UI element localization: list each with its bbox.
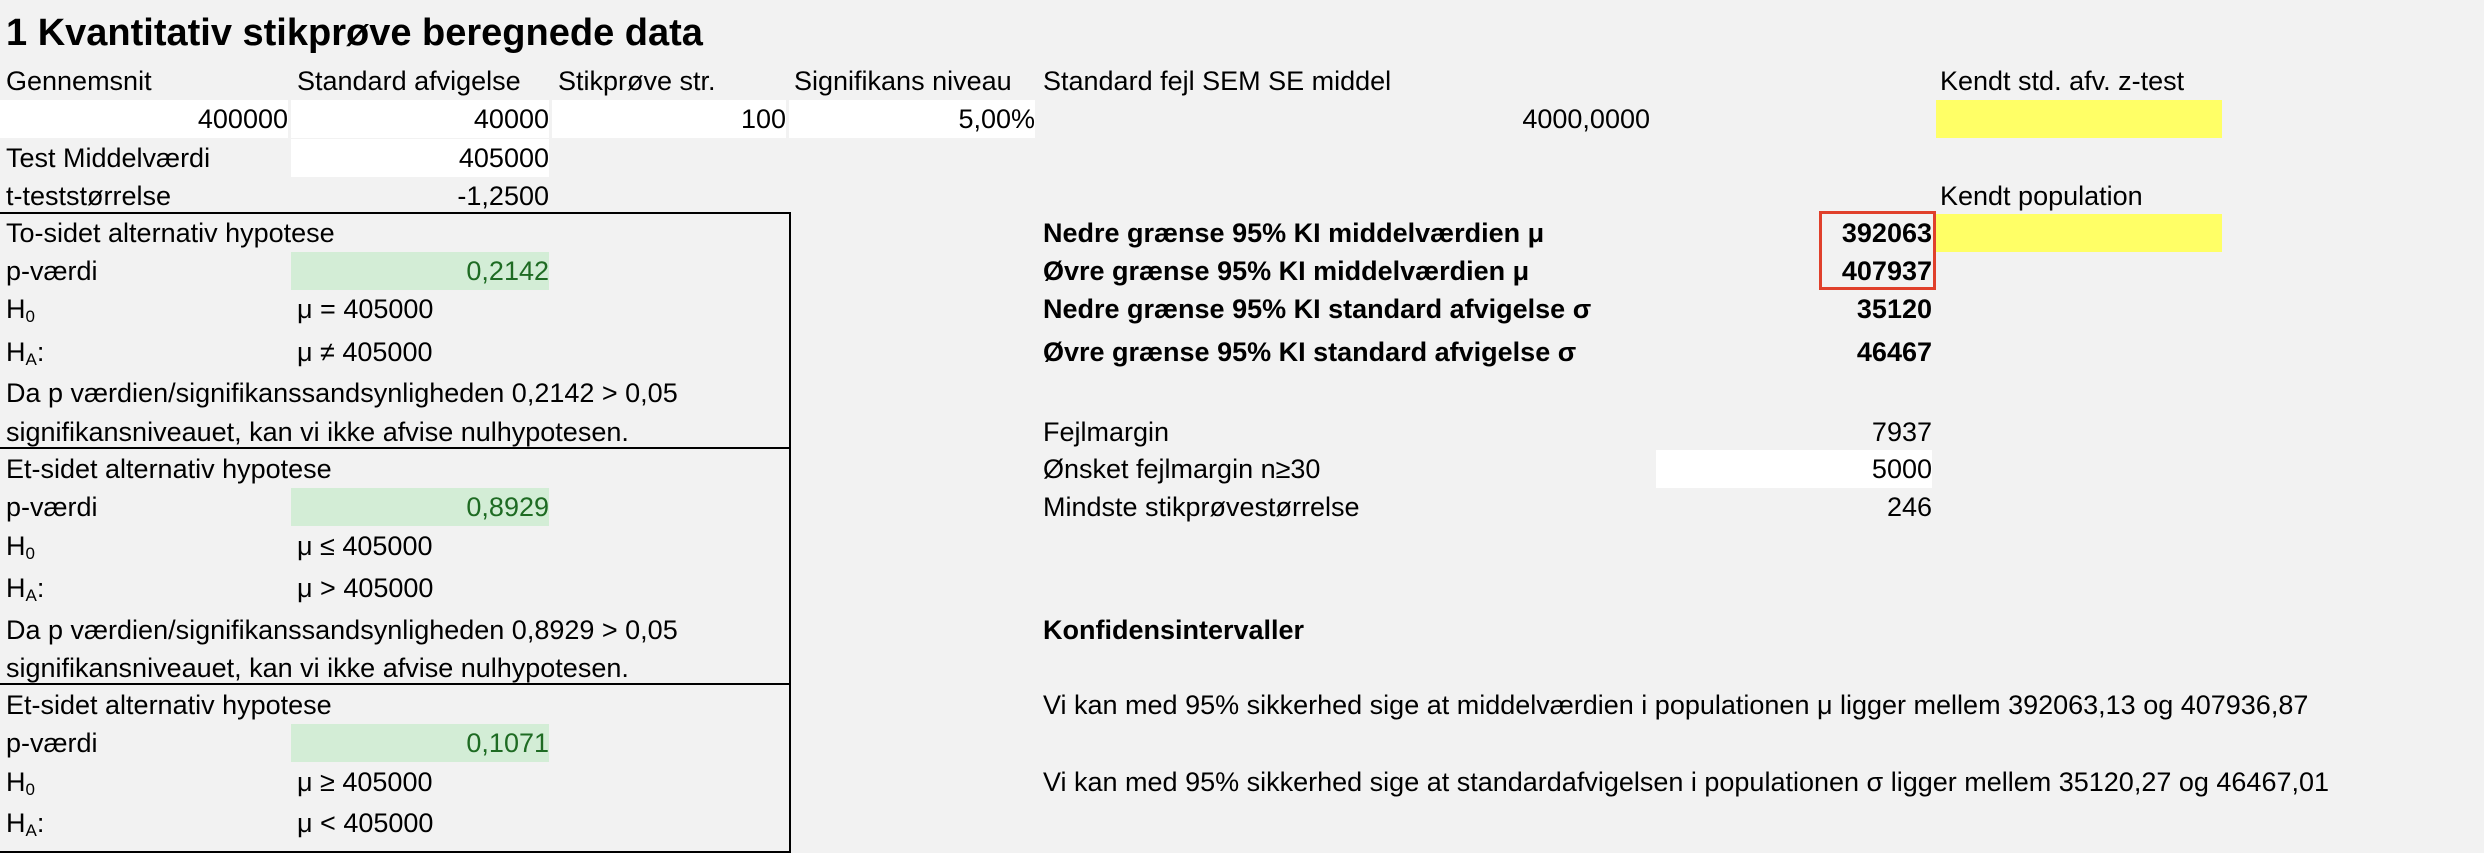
test-mean-label: Test Middelværdi	[6, 143, 211, 173]
ci-lower-sd-cell[interactable]	[1656, 290, 1932, 328]
sheet-title: 1 Kvantitativ stikprøve beregnede data	[6, 12, 703, 54]
ci-lower-sd-label: Nedre grænse 95% KI standard afvigelse σ	[1043, 294, 1592, 324]
one-sided-left-p-cell[interactable]	[291, 724, 549, 762]
two-sided-title: To-sidet alternativ hypotese	[6, 218, 335, 248]
cell-t-value[interactable]	[291, 177, 549, 215]
std-value: 40000	[473, 104, 549, 134]
header-alpha[interactable]: Signifikans niveau	[794, 66, 1012, 96]
desired-margin-label: Ønsket fejlmargin n≥30	[1043, 454, 1321, 484]
one-sided-left-h0[interactable]: μ ≥ 405000	[297, 767, 433, 797]
header-mean[interactable]: Gennemsnit	[6, 66, 152, 96]
two-sided-h0-label: $H_0$	[6, 294, 35, 326]
header-known-std[interactable]: Kendt std. afv. z-test	[1940, 66, 2185, 96]
ci-upper-sd-value: 46467	[1856, 337, 1932, 367]
cell-alpha-value[interactable]	[789, 100, 1035, 138]
one-sided-right-title: Et-sidet alternativ hypotese	[6, 454, 332, 484]
cell-known-std-input[interactable]	[1936, 100, 2222, 138]
alpha-value: 5,00%	[958, 104, 1035, 134]
one-sided-left-ha-label: $H_A$:	[6, 808, 45, 840]
min-sample-size-cell[interactable]	[1656, 488, 1932, 526]
min-sample-size-label: Mindste stikprøvestørrelse	[1043, 492, 1360, 522]
header-std[interactable]: Standard afvigelse	[297, 66, 521, 96]
header-n[interactable]: Stikprøve str.	[558, 66, 716, 96]
one-sided-right-conclusion-2[interactable]: signifikansniveauet, kan vi ikke afvise nulhypotesen.	[6, 653, 629, 683]
ci-lower-mean-value: 392063	[1841, 218, 1932, 248]
desired-margin-value: 5000	[1871, 454, 1932, 484]
t-label: t-teststørrelse	[6, 181, 172, 211]
desired-margin-cell[interactable]	[1656, 450, 1932, 488]
one-sided-right-h0[interactable]: μ ≤ 405000	[297, 531, 433, 561]
highlight-box	[1819, 211, 1936, 290]
one-sided-left-p-value: 0,1071	[466, 728, 549, 758]
conf-mean-sentence[interactable]: Vi kan med 95% sikkerhed sige at middelværdien i populationen μ ligger mellem 392063,13 og 407936,87	[1043, 690, 2309, 720]
ci-lower-sd-value: 35120	[1856, 294, 1932, 324]
ci-upper-sd-label: Øvre grænse 95% KI standard afvigelse σ	[1043, 337, 1577, 367]
test-mean-value: 405000	[458, 143, 549, 173]
one-sided-right-ha[interactable]: μ > 405000	[297, 573, 434, 603]
one-sided-right-p-value: 0,8929	[466, 492, 549, 522]
conf-sd-sentence[interactable]: Vi kan med 95% sikkerhed sige at standardafvigelsen i populationen σ ligger mellem 35120,27 og 46467,01	[1043, 767, 2330, 797]
header-sem[interactable]: Standard fejl SEM SE middel	[1043, 66, 1392, 96]
one-sided-right-conclusion-1[interactable]: Da p værdien/signifikanssandsynligheden 0,8929 > 0,05	[6, 615, 678, 645]
two-sided-p-value: 0,2142	[466, 256, 549, 286]
one-sided-right-p-label: p-værdi	[6, 492, 98, 522]
mean-value: 400000	[197, 104, 288, 134]
n-value: 100	[740, 104, 786, 134]
one-sided-left-ha[interactable]: μ < 405000	[297, 808, 434, 838]
two-sided-ha[interactable]: μ ≠ 405000	[297, 337, 433, 367]
sem-value: 4000,0000	[1522, 104, 1650, 134]
ci-upper-mean-label: Øvre grænse 95% KI middelværdien μ	[1043, 256, 1530, 286]
t-value: -1,2500	[457, 181, 549, 211]
one-sided-left-h0-label: $H_0$	[6, 767, 35, 799]
two-sided-conclusion-1[interactable]: Da p værdien/signifikanssandsynligheden 0,2142 > 0,05	[6, 378, 678, 408]
error-margin-cell[interactable]	[1656, 413, 1932, 451]
two-sided-p-label: p-værdi	[6, 256, 98, 286]
conf-heading: Konfidensintervaller	[1043, 615, 1305, 645]
cell-known-population-input[interactable]	[1936, 214, 2222, 252]
known-population-label: Kendt population	[1940, 181, 2143, 211]
cell-n-value[interactable]	[552, 100, 786, 138]
two-sided-conclusion-2[interactable]: signifikansniveauet, kan vi ikke afvise nulhypotesen.	[6, 417, 629, 447]
ci-upper-sd-cell[interactable]	[1656, 333, 1932, 371]
ci-lower-mean-label: Nedre grænse 95% KI middelværdien μ	[1043, 218, 1545, 248]
one-sided-left-p-label: p-værdi	[6, 728, 98, 758]
one-sided-right-ha-label: $H_A$:	[6, 573, 45, 605]
min-sample-size-value: 246	[1886, 492, 1932, 522]
cell-std-value[interactable]	[291, 100, 549, 138]
error-margin-value: 7937	[1871, 417, 1932, 447]
one-sided-left-title: Et-sidet alternativ hypotese	[6, 690, 332, 720]
two-sided-ha-label: $H_A$:	[6, 337, 45, 369]
two-sided-p-cell[interactable]	[291, 252, 549, 290]
one-sided-right-h0-label: $H_0$	[6, 531, 35, 563]
one-sided-right-p-cell[interactable]	[291, 488, 549, 526]
ci-upper-mean-value: 407937	[1841, 256, 1932, 286]
two-sided-h0[interactable]: μ = 405000	[297, 294, 434, 324]
cell-sem-value[interactable]	[1040, 100, 1650, 138]
cell-test-mean-value[interactable]	[291, 139, 549, 177]
error-margin-label: Fejlmargin	[1043, 417, 1170, 447]
cell-mean-value[interactable]	[0, 100, 288, 138]
